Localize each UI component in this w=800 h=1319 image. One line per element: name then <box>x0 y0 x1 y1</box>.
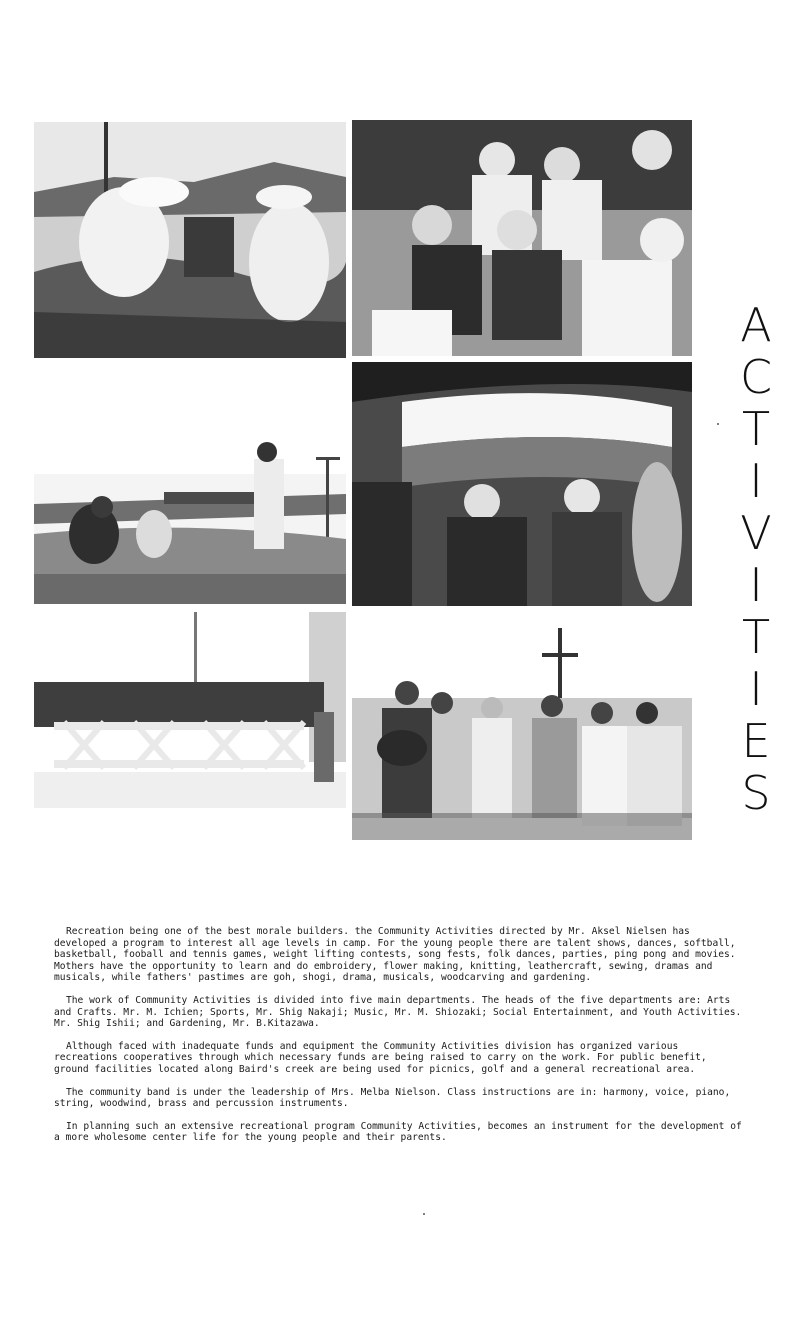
title-letter: S <box>741 766 771 820</box>
paragraph-band: The community band is under the leadership of Mrs. Melba Nielson. Class instructions are in: harmony, voice, piano, string, woodwind, brass and percussion instruments. <box>54 1086 731 1110</box>
scan-speck <box>423 1213 425 1215</box>
paragraph-departments: The work of Community Activities is divided into five main departments. The heads of the five departments are: Arts and Crafts. Mr. M. Ichien; Sports, Mr. Shig Nakaji; Music, Mr. M. Shiozaki; Social Entertainment, and Youth Activities. Mr. Shig Ishii; and Gardening, Mr. B.Kitazawa. <box>54 994 742 1030</box>
photo-band-stage <box>352 362 692 606</box>
scan-speck <box>717 423 719 425</box>
title-letter: T <box>741 610 771 664</box>
paragraph-funds: Although faced with inadequate funds and equipment the Community Activities division has organized various recreations cooperatives through which necessary funds are being raised to carry on the work. For public benefit, ground facilities located along Baird's creek are being used for picnics, golf and a general recreational area. <box>54 1040 707 1075</box>
paragraph-recreation: Recreation being one of the best morale builders. the Community Activities directed by Mr. Aksel Nielsen has developed a program to interest all age levels in camp. For the young people there are talent shows, dances, softball, basketball, fooball and tennis games, weight lifting contests, song fests, folk dances, parties, ping pong and movies. Mothers have the opportunity to learn and do embroidery, flower making, knitting, leathercraft, sewing, dramas and musicals, while fathers' pastimes are goh, shogi, drama, musicals, woodcarving and gardening. <box>54 926 736 984</box>
title-letter: V <box>740 506 772 560</box>
photo-guitar-group <box>352 618 692 840</box>
photo-crowd-bleachers <box>34 612 346 808</box>
title-letter: A <box>740 298 772 352</box>
title-letter: I <box>749 558 763 612</box>
title-letter: I <box>749 454 763 508</box>
title-letter: I <box>749 662 763 716</box>
title-letter: E <box>741 714 771 768</box>
paragraph-planning: In planning such an extensive recreational program Community Activities, becomes an instrument for the development of a more wholesome center life for the young people and their parents. <box>54 1120 742 1144</box>
photo-band-horns <box>352 120 692 356</box>
photo-gardening-women <box>34 122 346 358</box>
photo-field-workers <box>34 364 346 604</box>
page-title-activities <box>728 300 784 820</box>
title-letter: T <box>741 402 771 456</box>
article-body <box>54 926 744 1155</box>
title-letter: C <box>739 350 773 404</box>
